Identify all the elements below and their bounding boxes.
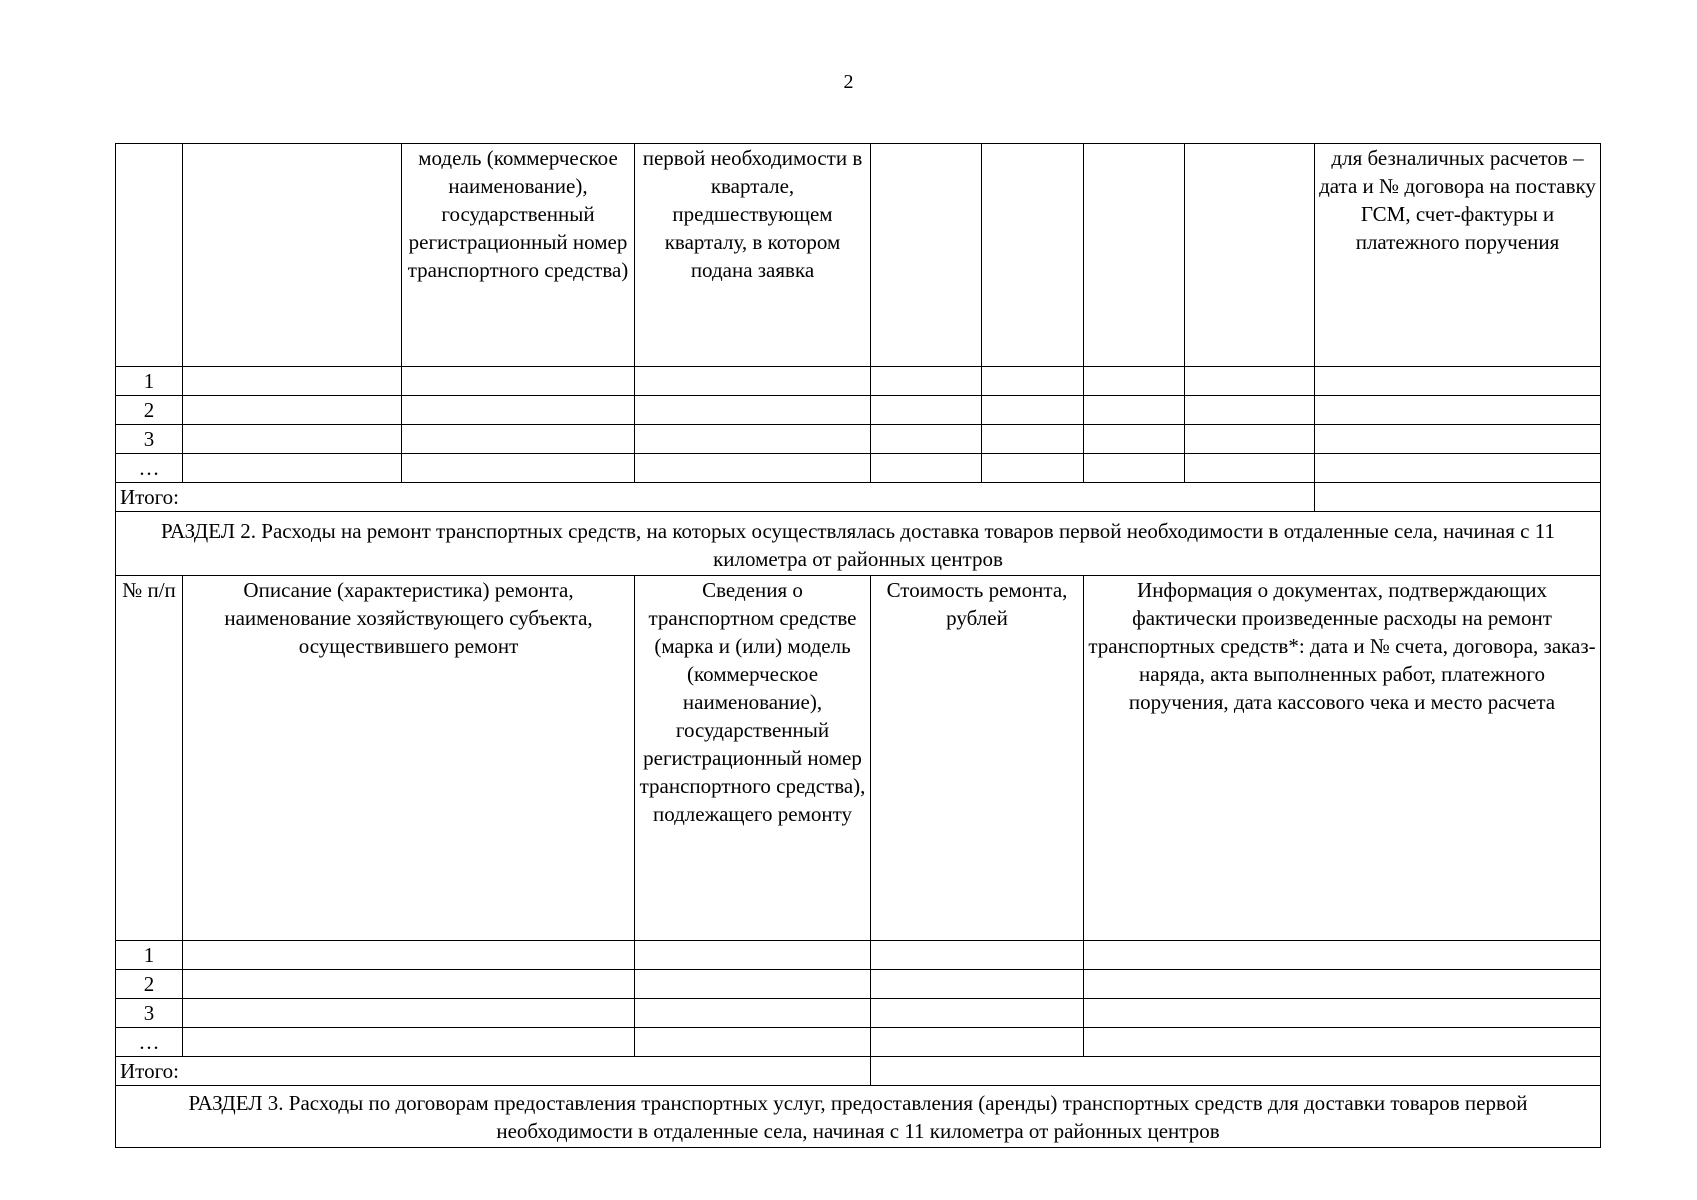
s1-row-number: 3 [116,425,183,454]
s1-row-number: 2 [116,396,183,425]
section1-header-row [116,144,1601,367]
s1-header-cell-5 [871,144,982,367]
s1-total-value [1315,483,1601,512]
s2-row-number: … [116,1028,183,1057]
section2-header-row [116,576,1601,941]
s1-table-row [116,367,1601,396]
s1-header-cell-1 [116,144,183,367]
s2-table-row [116,1028,1601,1057]
s2-header-documents: Информация о документах, подтверждающих фактически произведенные расходы на ремонт транспортных средств*: дата и № счета, договора, заказ-наряда, акта выполненных работ, платежного поручения, дата кассового чека и место расчета [1084,576,1601,941]
s2-header-description: Описание (характеристика) ремонта, наименование хозяйствующего субъекта, осуществившего ремонт [183,576,635,941]
s2-total-label: Итого: [116,1057,871,1086]
s2-row-number: 1 [116,941,183,970]
section3-title-row [116,1086,1601,1148]
s1-header-cell-7 [1084,144,1185,367]
s2-table-row [116,999,1601,1028]
report-table [115,143,1601,1148]
s1-header-cell-6 [982,144,1084,367]
section3-title: РАЗДЕЛ 3. Расходы по договорам предоставления транспортных услуг, предоставления (аренды) транспортных средств для доставки товаров первой необходимости в отдаленные села, начиная с 11 километра от районных центров [116,1086,1601,1148]
s2-table-row [116,941,1601,970]
s2-header-number: № п/п [116,576,183,941]
s1-table-row [116,454,1601,483]
s1-header-cell-8 [1185,144,1315,367]
s1-row-number: 1 [116,367,183,396]
s1-table-row [116,425,1601,454]
s1-row-number: … [116,454,183,483]
s2-total-value [871,1057,1601,1086]
s2-row-number: 3 [116,999,183,1028]
s1-total-label: Итого: [116,483,1315,512]
section2-title-row [116,512,1601,576]
s2-table-row [116,970,1601,999]
s1-header-vehicle-model: модель (коммерческое наименование), государственный регистрационный номер транспортного средства) [402,144,635,367]
page-number: 2 [843,71,854,93]
s1-total-row [116,483,1601,512]
s1-header-cell-2 [183,144,402,367]
s1-header-first-necessity: первой необходимости в квартале, предшествующем кварталу, в котором подана заявка [635,144,871,367]
section2-title: РАЗДЕЛ 2. Расходы на ремонт транспортных средств, на которых осуществлялась доставка товаров первой необходимости в отдаленные села, начиная с 11 километра от районных центров [116,512,1601,576]
s2-row-number: 2 [116,970,183,999]
s2-total-row [116,1057,1601,1086]
s1-header-payment-docs: для безналичных расчетов – дата и № договора на поставку ГСМ, счет-фактуры и платежного поручения [1315,144,1601,367]
s2-header-vehicle-info: Сведения о транспортном средстве (марка и (или) модель (коммерческое наименование), государственный регистрационный номер транспортного средства), подлежащего ремонту [635,576,871,941]
s1-table-row [116,396,1601,425]
s2-header-cost: Стоимость ремонта, рублей [871,576,1084,941]
